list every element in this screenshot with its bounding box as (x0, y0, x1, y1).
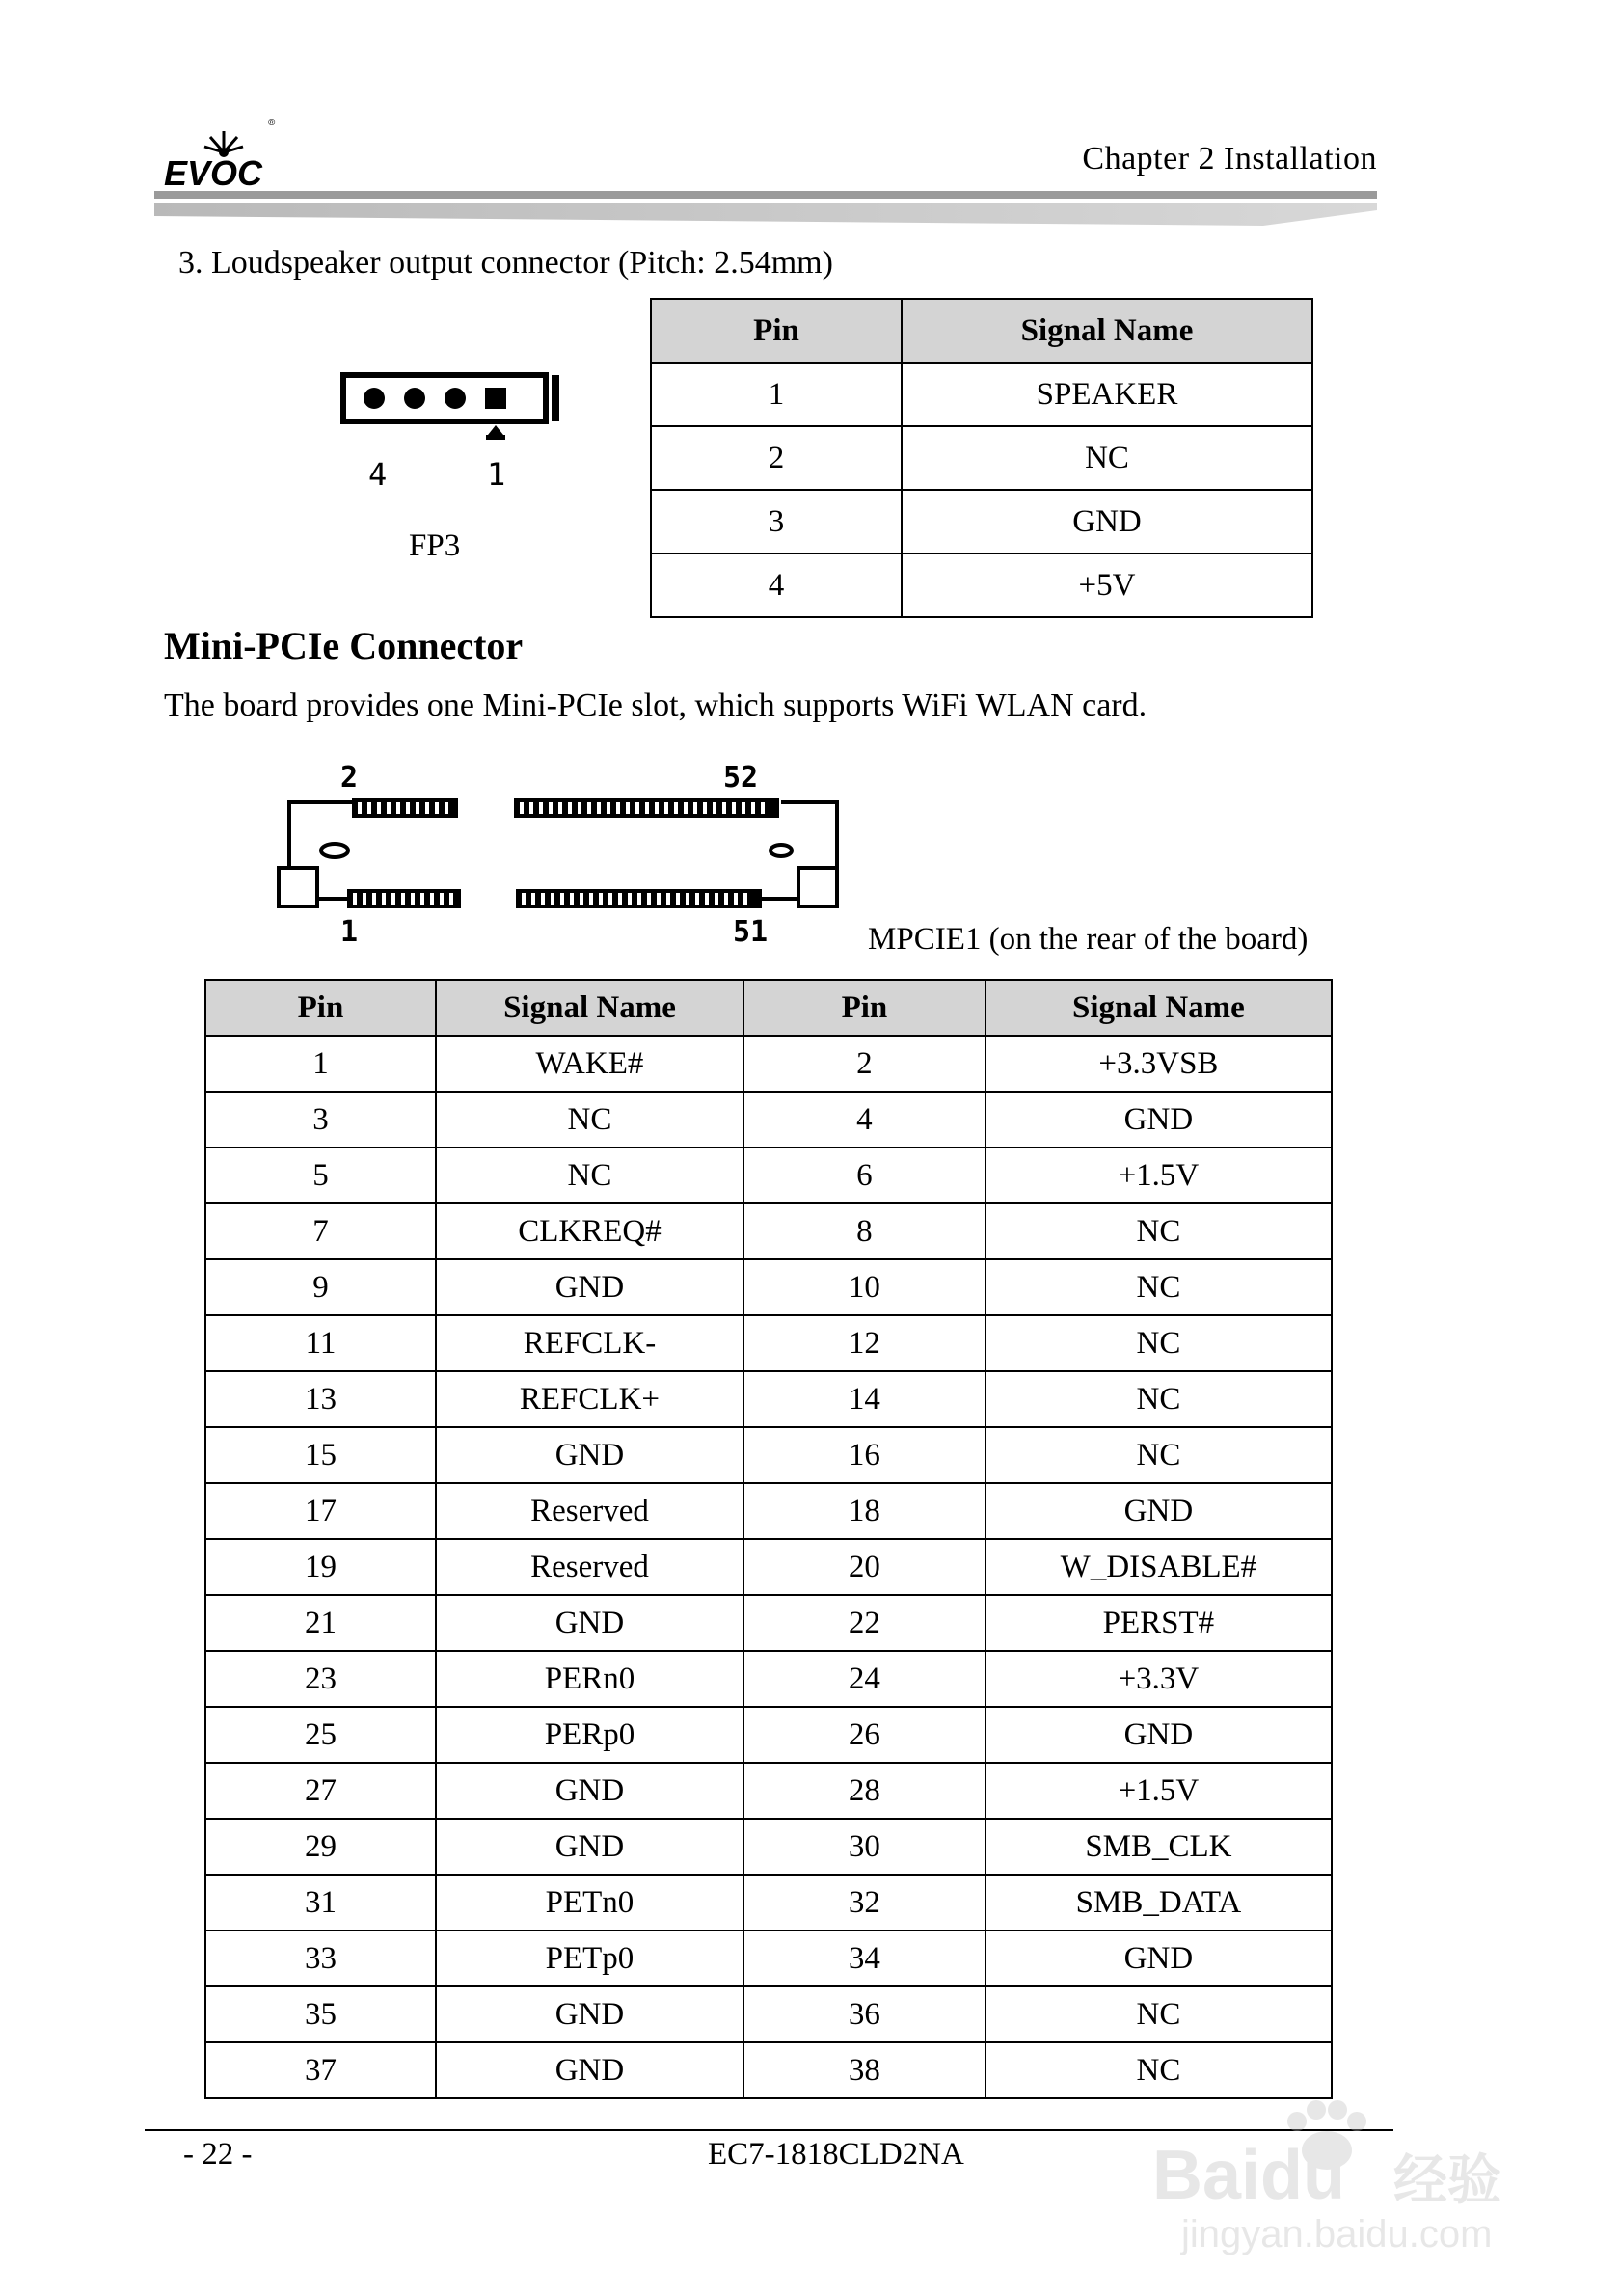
pin-cell: 5 (205, 1148, 436, 1203)
pin-header: Pin (205, 980, 436, 1036)
signal-cell: GND (986, 1483, 1332, 1539)
table-row (205, 1763, 1332, 1819)
table-header-row (651, 299, 1312, 363)
pin-cell: 11 (205, 1315, 436, 1371)
pin-cell: 19 (205, 1539, 436, 1595)
signal-cell: NC (986, 2042, 1332, 2098)
table-row (205, 1315, 1332, 1371)
pin-cell: 2 (743, 1036, 986, 1092)
signal-cell: +1.5V (986, 1148, 1332, 1203)
table-row (205, 1203, 1332, 1259)
page-number: - 22 - (183, 2137, 253, 2172)
header-rule (154, 191, 1377, 226)
signal-name-header: Signal Name (902, 299, 1312, 363)
table-row (651, 426, 1312, 490)
signal-cell: +1.5V (986, 1763, 1332, 1819)
pin-cell: 1 (651, 363, 902, 426)
signal-cell: GND (902, 490, 1312, 554)
signal-cell: +5V (902, 554, 1312, 617)
signal-cell: NC (986, 1986, 1332, 2042)
table-row (205, 1707, 1332, 1763)
table-row (205, 1819, 1332, 1875)
pin-cell: 20 (743, 1539, 986, 1595)
pin-cell: 36 (743, 1986, 986, 2042)
signal-cell: GND (436, 1986, 743, 2042)
pin-cell: 26 (743, 1707, 986, 1763)
table-row (205, 1371, 1332, 1427)
table-row (205, 1986, 1332, 2042)
table-row (205, 1092, 1332, 1148)
signal-cell: Reserved (436, 1539, 743, 1595)
pin-cell: 6 (743, 1148, 986, 1203)
signal-cell: NC (986, 1315, 1332, 1371)
signal-cell: GND (436, 1763, 743, 1819)
mpcie-pin-table (204, 979, 1333, 2099)
pin-cell: 23 (205, 1651, 436, 1707)
signal-name-header: Signal Name (986, 980, 1332, 1036)
pin-cell: 14 (743, 1371, 986, 1427)
chapter-title: Chapter 2 Installation (1082, 141, 1377, 176)
table-row (205, 1427, 1332, 1483)
pin-cell: 28 (743, 1763, 986, 1819)
table-row (651, 554, 1312, 617)
table-row (205, 1595, 1332, 1651)
signal-cell: NC (986, 1203, 1332, 1259)
signal-cell: PETn0 (436, 1875, 743, 1931)
pin-header: Pin (743, 980, 986, 1036)
signal-cell: GND (986, 1092, 1332, 1148)
pin-cell: 7 (205, 1203, 436, 1259)
table-row (651, 490, 1312, 554)
pin-cell: 3 (651, 490, 902, 554)
signal-cell: +3.3VSB (986, 1036, 1332, 1092)
pin-cell: 8 (743, 1203, 986, 1259)
pin-header: Pin (651, 299, 902, 363)
signal-cell: NC (436, 1092, 743, 1148)
loudspeaker-section-title: 3. Loudspeaker output connector (Pitch: 2.54mm) (178, 245, 833, 281)
signal-name-header: Signal Name (436, 980, 743, 1036)
mini-pcie-intro: The board provides one Mini-PCIe slot, which supports WiFi WLAN card. (164, 688, 1148, 723)
signal-cell: SPEAKER (902, 363, 1312, 426)
signal-cell: NC (986, 1371, 1332, 1427)
pin-cell: 17 (205, 1483, 436, 1539)
mpcie-pin2-label: 2 (340, 761, 359, 795)
pin-cell: 21 (205, 1595, 436, 1651)
signal-cell: PERn0 (436, 1651, 743, 1707)
signal-cell: NC (986, 1427, 1332, 1483)
pin-cell: 18 (743, 1483, 986, 1539)
fp3-caption: FP3 (409, 528, 461, 563)
signal-cell: NC (436, 1148, 743, 1203)
signal-cell: GND (436, 1259, 743, 1315)
pin-cell: 37 (205, 2042, 436, 2098)
signal-cell: NC (902, 426, 1312, 490)
signal-cell: GND (986, 1707, 1332, 1763)
table-row (205, 1148, 1332, 1203)
pin-cell: 16 (743, 1427, 986, 1483)
signal-cell: Reserved (436, 1483, 743, 1539)
table-header-row (205, 980, 1332, 1036)
mpcie-pin51-label: 51 (733, 915, 769, 947)
model-number: EC7-1818CLD2NA (708, 2137, 964, 2172)
signal-cell: WAKE# (436, 1036, 743, 1092)
table-row (651, 363, 1312, 426)
pin-cell: 32 (743, 1875, 986, 1931)
pin-cell: 38 (743, 2042, 986, 2098)
pin-cell: 35 (205, 1986, 436, 2042)
table-row (205, 1539, 1332, 1595)
signal-cell: REFCLK+ (436, 1371, 743, 1427)
signal-cell: CLKREQ# (436, 1203, 743, 1259)
signal-cell: PERST# (986, 1595, 1332, 1651)
mini-pcie-heading: Mini-PCIe Connector (164, 624, 524, 667)
fp3-pin-table (650, 298, 1313, 618)
signal-cell: +3.3V (986, 1651, 1332, 1707)
signal-cell: GND (436, 1595, 743, 1651)
watermark-brand-cn: 经验 (1393, 2149, 1501, 2210)
fp3-connector-diagram (338, 371, 569, 497)
pin-cell: 15 (205, 1427, 436, 1483)
fp3-pin1-label: 1 (487, 456, 506, 493)
watermark-brand: Baidu (1152, 2137, 1346, 2214)
table-row (205, 1651, 1332, 1707)
table-row (205, 1931, 1332, 1986)
pin-cell: 22 (743, 1595, 986, 1651)
pin-cell: 31 (205, 1875, 436, 1931)
mpcie-pin1-label: 1 (340, 915, 359, 947)
pin-cell: 1 (205, 1036, 436, 1092)
signal-cell: NC (986, 1259, 1332, 1315)
baidu-watermark (1152, 2073, 1538, 2256)
signal-cell: PETp0 (436, 1931, 743, 1986)
pin-cell: 27 (205, 1763, 436, 1819)
table-row (205, 1483, 1332, 1539)
table-row (205, 1259, 1332, 1315)
pin-cell: 4 (651, 554, 902, 617)
pin-cell: 9 (205, 1259, 436, 1315)
watermark-url: jingyan.baidu.com (1181, 2213, 1493, 2255)
table-row (205, 1036, 1332, 1092)
pin-cell: 25 (205, 1707, 436, 1763)
signal-cell: SMB_DATA (986, 1875, 1332, 1931)
svg-text:®: ® (268, 118, 276, 128)
pin-cell: 13 (205, 1371, 436, 1427)
signal-cell: SMB_CLK (986, 1819, 1332, 1875)
signal-cell: GND (436, 1819, 743, 1875)
mpcie-caption: MPCIE1 (on the rear of the board) (868, 922, 1309, 957)
pin-cell: 10 (743, 1259, 986, 1315)
fp3-pin4-label: 4 (368, 456, 388, 493)
signal-cell: GND (986, 1931, 1332, 1986)
logo-text: EVOC (164, 153, 263, 191)
evoc-logo (164, 114, 280, 191)
signal-cell: GND (436, 1427, 743, 1483)
pin-cell: 4 (743, 1092, 986, 1148)
pin-cell: 29 (205, 1819, 436, 1875)
table-row (205, 1875, 1332, 1931)
pin-cell: 34 (743, 1931, 986, 1986)
pin-cell: 2 (651, 426, 902, 490)
signal-cell: PERp0 (436, 1707, 743, 1763)
pin-cell: 24 (743, 1651, 986, 1707)
mpcie-pin52-label: 52 (723, 761, 759, 795)
pin-cell: 3 (205, 1092, 436, 1148)
pin-cell: 33 (205, 1931, 436, 1986)
signal-cell: GND (436, 2042, 743, 2098)
mpcie-connector-diagram (275, 754, 853, 947)
signal-cell: REFCLK- (436, 1315, 743, 1371)
pin-cell: 30 (743, 1819, 986, 1875)
signal-cell: W_DISABLE# (986, 1539, 1332, 1595)
pin-cell: 12 (743, 1315, 986, 1371)
